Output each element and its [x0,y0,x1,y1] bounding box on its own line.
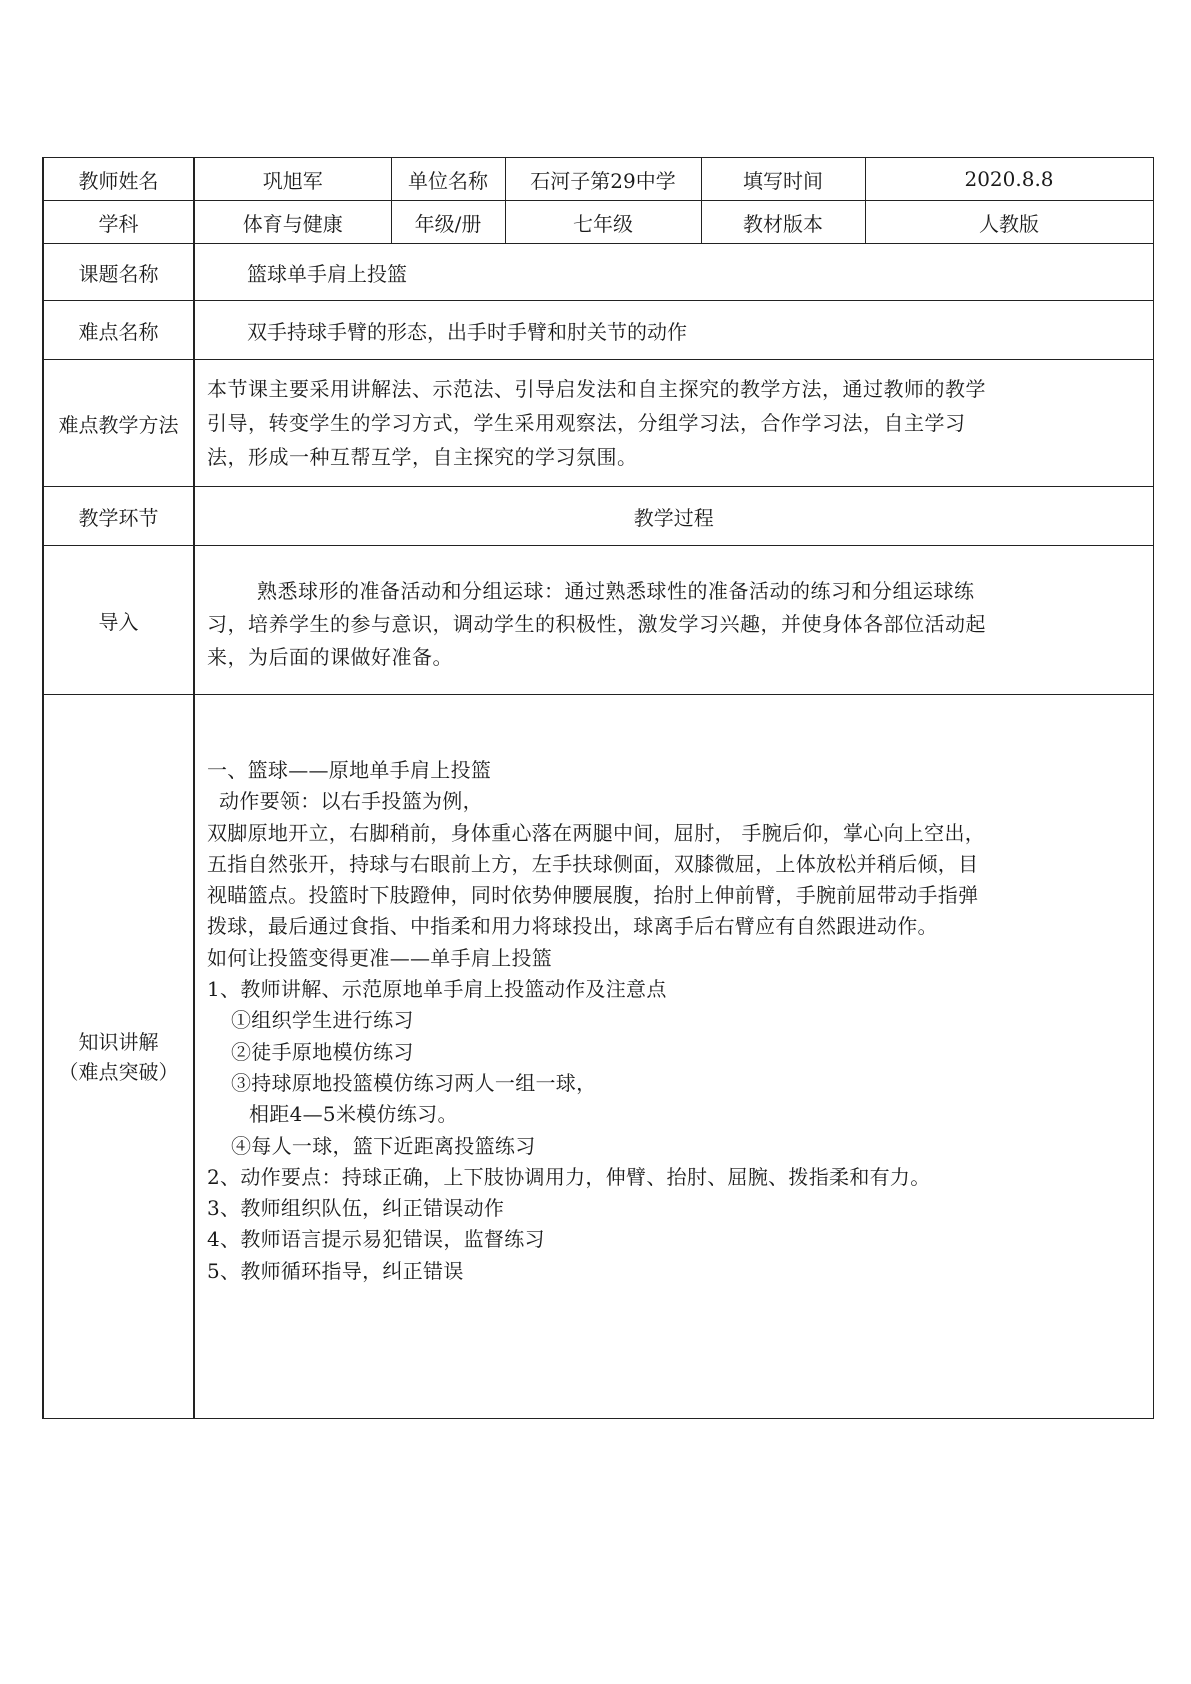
method-line: 法，形成一种互帮互学，自主探究的学习氛围。 [207,445,638,469]
difficulty-row [43,301,1153,360]
subject-value: 体育与健康 [194,201,391,244]
stage-row [43,487,1153,546]
knowledge-line: 1、教师讲解、示范原地单手肩上投篮动作及注意点 [207,977,667,1002]
intro-text [194,546,1153,695]
knowledge-line: 动作要领：以右手投篮为例， [219,789,483,814]
method-line: 引导，转变学生的学习方式，学生采用观察法，分组学习法，合作学习法，自主学习 [207,411,966,435]
knowledge-line: ①组织学生进行练习 [231,1008,414,1033]
edition-label: 教材版本 [701,201,865,244]
knowledge-line: 5、教师循环指导，纠正错误 [207,1258,464,1283]
header-row-1 [43,158,1153,201]
topic-row [43,244,1153,301]
unit-name: 石河子第29中学 [505,158,701,201]
teacher-name: 巩旭军 [194,158,391,201]
lesson-plan-table [42,157,1154,1419]
intro-line: 习，培养学生的参与意识，调动学生的积极性，激发学习兴趣，并使身体各部位活动起 [207,611,986,636]
knowledge-row [43,695,1153,1419]
header-row-2 [43,201,1153,244]
date-label: 填写时间 [701,158,865,201]
teacher-label: 教师姓名 [43,158,194,201]
knowledge-line: ③持球原地投篮模仿练习两人一组一球， [231,1070,597,1095]
edition-value: 人教版 [865,201,1153,244]
knowledge-line: 3、教师组织队伍，纠正错误动作 [207,1196,505,1221]
knowledge-line: ④每人一球，篮下近距离投篮练习 [231,1133,536,1158]
method-row [43,360,1153,487]
subject-label: 学科 [43,201,194,244]
stage-value: 教学过程 [194,487,1153,546]
knowledge-line: 相距4—5米模仿练习。 [249,1102,458,1127]
knowledge-line: 如何让投篮变得更准——单手肩上投篮 [207,945,553,970]
knowledge-line: 五指自然张开，持球与右眼前上方，左手扶球侧面，双膝微屈，上体放松并稍后倾，目 [207,851,979,876]
grade-value: 七年级 [505,201,701,244]
knowledge-line: 拨球，最后通过食指、中指柔和用力将球投出，球离手后右臂应有自然跟进动作。 [207,914,938,939]
knowledge-line: 4、教师语言提示易犯错误，监督练习 [207,1227,545,1252]
knowledge-line: 一、篮球——原地单手肩上投篮 [207,758,492,782]
knowledge-line: ②徒手原地模仿练习 [231,1039,414,1064]
knowledge-line: 视瞄篮点。投篮时下肢蹬伸，同时依势伸腰展腹，抬肘上伸前臂，手腕前屈带动手指弹 [207,883,979,908]
date-value: 2020.8.8 [865,158,1153,201]
knowledge-label: 知识讲解 （难点突破） [43,695,194,1419]
method-label: 难点教学方法 [43,360,194,487]
unit-label: 单位名称 [391,158,505,201]
intro-row [43,546,1153,695]
topic-label: 课题名称 [43,244,194,301]
method-line: 本节课主要采用讲解法、示范法、引导启发法和自主探究的教学方法，通过教师的教学 [207,377,986,401]
intro-line: 熟悉球形的准备活动和分组运球：通过熟悉球性的准备活动的练习和分组运球练 [257,578,975,603]
knowledge-text [194,695,1153,1419]
difficulty-value: 双手持球手臂的形态，出手时手臂和肘关节的动作 [194,301,1153,360]
knowledge-line: 双脚原地开立，右脚稍前，身体重心落在两腿中间，屈肘， 手腕后仰，掌心向上空出， [207,820,986,845]
knowledge-line: 2、动作要点：持球正确，上下肢协调用力，伸臂、抬肘、屈腕、拨指柔和有力。 [207,1164,931,1189]
topic-value: 篮球单手肩上投篮 [194,244,1153,301]
intro-label: 导入 [43,546,194,695]
difficulty-label: 难点名称 [43,301,194,360]
grade-label: 年级/册 [391,201,505,244]
method-text [194,360,1153,487]
intro-line: 来，为后面的课做好准备。 [207,644,453,669]
stage-label: 教学环节 [43,487,194,546]
